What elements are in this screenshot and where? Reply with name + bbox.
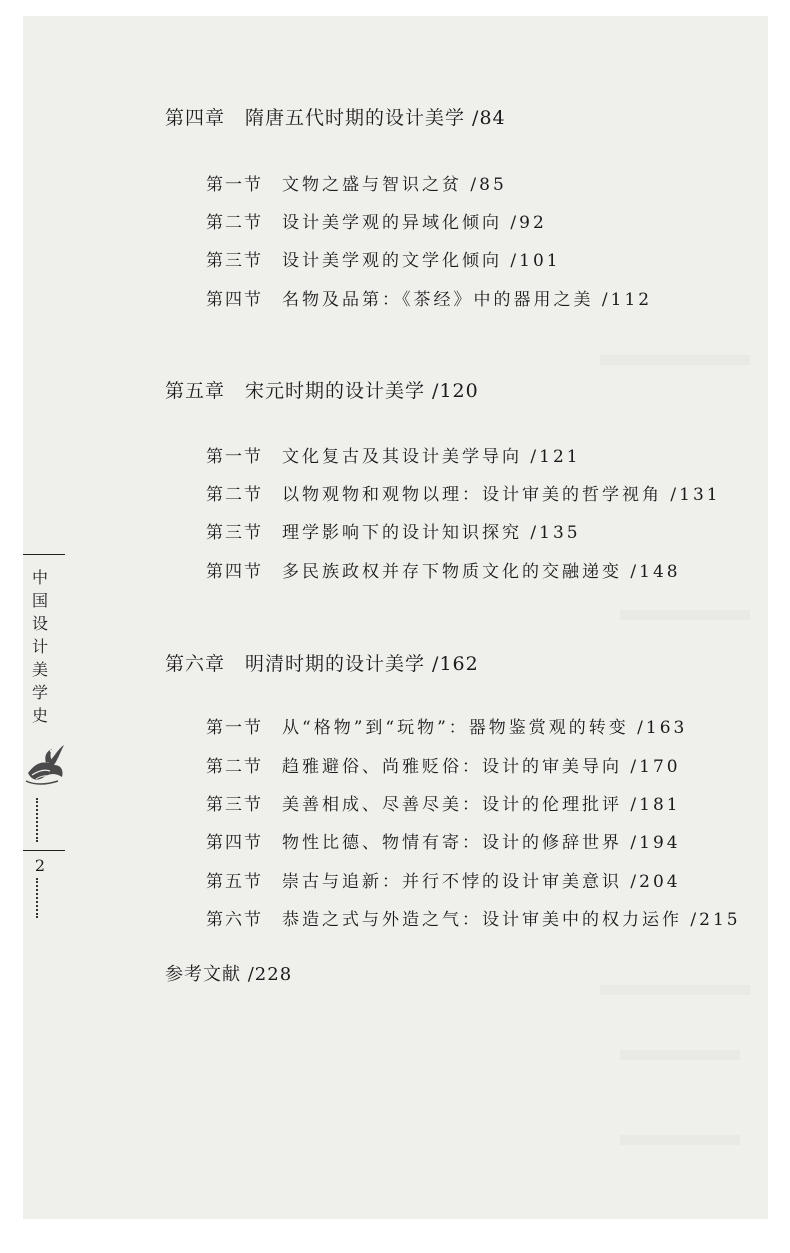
section-title: 名物及品第：《茶经》中的器用之美 /112 bbox=[282, 290, 653, 310]
title-char: 史 bbox=[31, 706, 48, 725]
section-label: 第五节 bbox=[206, 872, 263, 892]
section-label: 第六节 bbox=[206, 910, 263, 930]
running-head-rule bbox=[23, 554, 65, 555]
section-title: 崇古与追新：并行不悖的设计审美意识 /204 bbox=[282, 872, 681, 892]
references-entry[interactable]: 参考文献 /228 bbox=[165, 964, 293, 985]
toc-entry[interactable] bbox=[206, 905, 741, 930]
toc-entry[interactable] bbox=[206, 246, 561, 271]
section-title: 理学影响下的设计知识探究 /135 bbox=[282, 523, 581, 543]
chapter-5-heading[interactable]: 第五章 宋元时期的设计美学 /120 bbox=[165, 380, 479, 402]
title-char: 中 bbox=[31, 568, 48, 587]
toc-entry[interactable] bbox=[206, 208, 547, 233]
section-title: 以物观物和观物以理：设计审美的哲学视角 /131 bbox=[282, 485, 721, 505]
section-title: 美善相成、尽善尽美：设计的伦理批评 /181 bbox=[282, 795, 681, 815]
show-through bbox=[600, 355, 750, 365]
section-label: 第一节 bbox=[206, 718, 263, 738]
toc-entry[interactable] bbox=[206, 170, 507, 195]
chapter-4-heading[interactable]: 第四章 隋唐五代时期的设计美学 /84 bbox=[165, 107, 506, 129]
chapter-6-heading[interactable]: 第六章 明清时期的设计美学 /162 bbox=[165, 653, 479, 675]
phoenix-ornament-icon bbox=[24, 735, 66, 787]
section-label: 第二节 bbox=[206, 485, 263, 505]
title-char: 计 bbox=[31, 637, 48, 656]
toc-entry[interactable] bbox=[206, 442, 581, 467]
running-head-title bbox=[30, 566, 50, 727]
section-label: 第一节 bbox=[206, 175, 263, 195]
running-head-rule bbox=[23, 850, 65, 851]
section-label: 第一节 bbox=[206, 447, 263, 467]
section-title: 物性比德、物情有寄：设计的修辞世界 /194 bbox=[282, 833, 681, 853]
running-head-dots bbox=[36, 878, 40, 918]
title-char: 国 bbox=[31, 591, 48, 610]
show-through bbox=[600, 985, 750, 995]
toc-entry[interactable] bbox=[206, 518, 581, 543]
section-label: 第三节 bbox=[206, 251, 263, 271]
page-number: 2 bbox=[34, 856, 46, 875]
title-char: 学 bbox=[31, 683, 48, 702]
section-label: 第三节 bbox=[206, 523, 263, 543]
section-title: 从“格物”到“玩物”：器物鉴赏观的转变 /163 bbox=[282, 718, 688, 738]
show-through bbox=[620, 610, 750, 620]
title-char: 美 bbox=[31, 660, 48, 679]
section-title: 多民族政权并存下物质文化的交融递变 /148 bbox=[282, 562, 681, 582]
section-title: 设计美学观的文学化倾向 /101 bbox=[282, 251, 561, 271]
toc-entry[interactable] bbox=[206, 867, 681, 892]
section-label: 第三节 bbox=[206, 795, 263, 815]
section-title: 设计美学观的异域化倾向 /92 bbox=[282, 213, 547, 233]
show-through bbox=[620, 1050, 740, 1060]
toc-entry[interactable] bbox=[206, 557, 681, 582]
toc-entry[interactable] bbox=[206, 285, 652, 310]
toc-entry[interactable] bbox=[206, 828, 681, 853]
toc-entry[interactable] bbox=[206, 480, 721, 505]
section-label: 第四节 bbox=[206, 562, 263, 582]
section-label: 第四节 bbox=[206, 833, 263, 853]
section-title: 文物之盛与智识之贫 /85 bbox=[282, 175, 507, 195]
toc-entry[interactable] bbox=[206, 752, 681, 777]
title-char: 设 bbox=[31, 614, 48, 633]
toc-entry[interactable] bbox=[206, 713, 687, 738]
section-label: 第四节 bbox=[206, 290, 263, 310]
section-title: 恭造之式与外造之气：设计审美中的权力运作 /215 bbox=[282, 910, 741, 930]
section-label: 第二节 bbox=[206, 757, 263, 777]
section-label: 第二节 bbox=[206, 213, 263, 233]
running-head-dots bbox=[36, 798, 40, 842]
section-title: 文化复古及其设计美学导向 /121 bbox=[282, 447, 581, 467]
toc-entry[interactable] bbox=[206, 790, 681, 815]
show-through bbox=[620, 1135, 740, 1145]
section-title: 趋雅避俗、尚雅贬俗：设计的审美导向 /170 bbox=[282, 757, 681, 777]
